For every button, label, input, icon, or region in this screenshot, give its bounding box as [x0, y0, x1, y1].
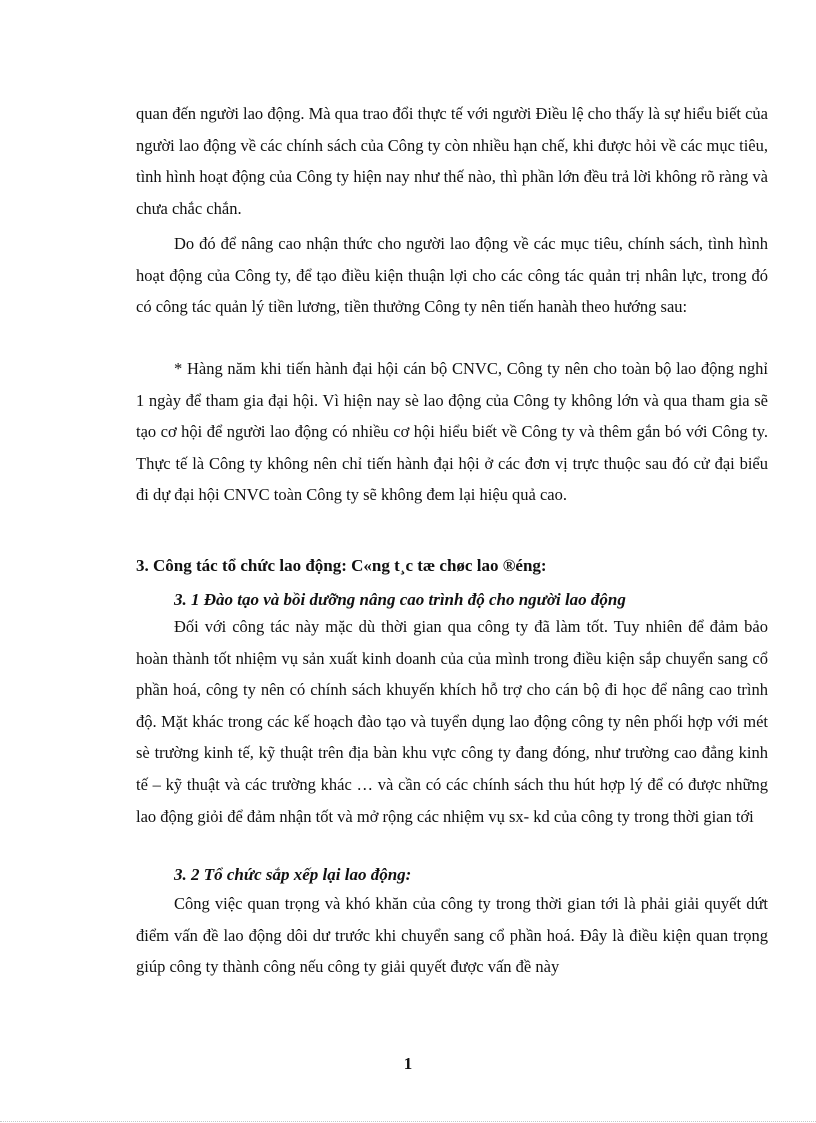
subsection-heading-training: 3. 1 Đào tạo và bồi dưỡng nâng cao trình độ cho người lao động: [174, 590, 626, 609]
paragraph-intro-continuation: quan đến người lao động. Mà qua trao đổi thực tế với người Điều lệ cho thấy là sự hiểu biết của người lao động về các chính sách của Công ty còn nhiều hạn chế, khi được hỏi về các mục tiêu, tình hình hoạt động của Công ty hiện nay như thế nào, thì phần lớn đều trả lời không rõ ràng và chưa chắc chắn.: [136, 104, 768, 218]
page-bottom-border: [0, 1121, 816, 1122]
paragraph-training: Đối với công tác này mặc dù thời gian qua công ty đã làm tốt. Tuy nhiên để đảm bảo hoàn thành tốt nhiệm vụ sản xuất kinh doanh của của mình trong điều kiện sắp chuyển sang cổ phần hoá, công ty nên có chính sách khuyến khích hỗ trợ cho cán bộ đi học để nâng cao trình độ. Mặt khác trong các kế hoạch đào tạo và tuyển dụng lao động công ty nên phối hợp với mét sè trường kinh tế, kỹ thuật trên địa bàn khu vực công ty đang đóng, như trường cao đẳng kinh tế – kỹ thuật và các trường khác … và cần có các chính sách thu hút hợp lý để có được những lao động giỏi để đảm nhận tốt và mở rộng các nhiệm vụ sx- kd của công ty trong thời gian tới: [136, 617, 768, 826]
section-heading: 3. Công tác tổ chức lao động: C«ng t¸c tæ chøc lao ®éng:: [136, 556, 547, 575]
paragraph-reorganization: Công việc quan trọng và khó khăn của công ty trong thời gian tới là phải giải quyết dứt điểm vấn đề lao động dôi dư trước khi chuyển sang cổ phần hoá. Đây là điều kiện quan trọng giúp công ty thành công nếu công ty giải quyết được vấn đề này: [136, 894, 768, 977]
paragraph-annual-congress: * Hàng năm khi tiến hành đại hội cán bộ CNVC, Công ty nên cho toàn bộ lao động nghỉ 1 ngày để tham gia đại hội. Vì hiện nay sè lao động của Công ty không lớn và qua tham gia sẽ tạo cơ hội để người lao động có nhiều cơ hội hiểu biết về Công ty và thêm gắn bó với Công ty. Thực tế là Công ty không nên chỉ tiến hành đại hội ở các đơn vị trực thuộc sau đó cử đại biểu đi dự đại hội CNVC toàn Công ty sẽ không đem lại hiệu quả cao.: [136, 359, 768, 505]
paragraph-awareness: Do đó để nâng cao nhận thức cho người lao động về các mục tiêu, chính sách, tình hình hoạt động của Công ty, để tạo điều kiện thuận lợi cho các công tác quản trị nhân lực, trong đó có công tác quản lý tiền lương, tiền thưởng Công ty nên tiến hanàh theo hướng sau:: [136, 234, 768, 317]
page-number: 1: [403, 1054, 413, 1073]
subsection-heading-reorganization: 3. 2 Tổ chức sắp xếp lại lao động:: [174, 865, 412, 884]
